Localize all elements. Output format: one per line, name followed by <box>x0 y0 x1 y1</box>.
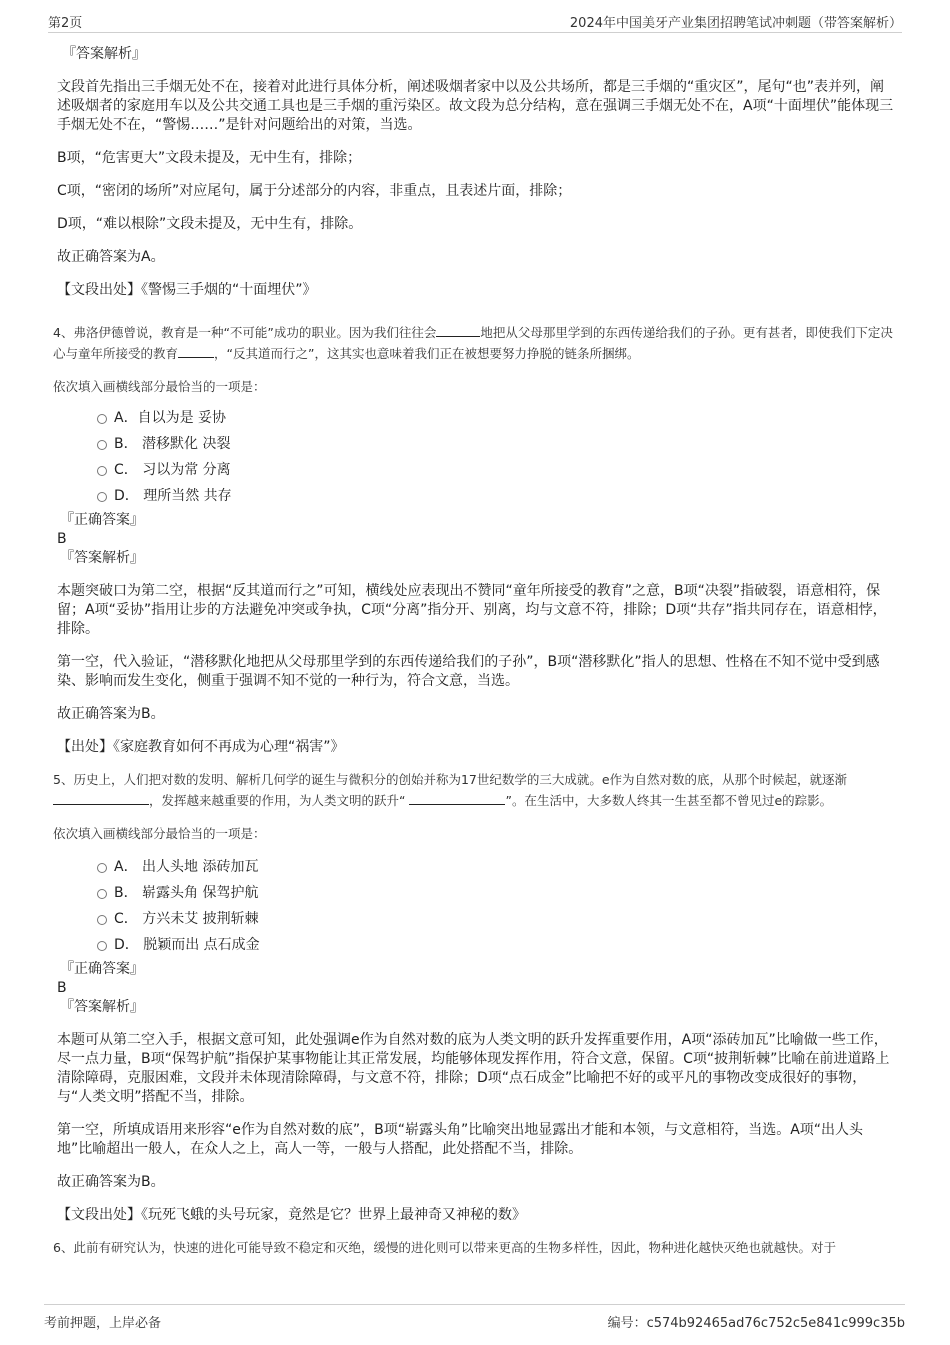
q4-option-b[interactable]: B． 潜移默化 决裂 <box>57 431 895 457</box>
q5-blank-2 <box>409 790 505 805</box>
q5-conclusion: 故正确答案为B。 <box>57 1174 165 1190</box>
q4-prompt: 依次填入画横线部分最恰当的一项是： <box>53 379 266 394</box>
q5-options <box>57 854 895 958</box>
q3-analysis-para: 文段首先指出三手烟无处不在，接着对此进行具体分析，阐述吸烟者家中以及公共场所，都是三手烟的“重灾区”，尾句“也”表并列，阐述吸烟者的家庭用车以及公共交通工具也是三手烟的重污染区。故文段为总分结构，意在强调三手烟无处不在，A项“十面埋伏”能体现三手烟无处不在，“警惕……”是针对问题给出的对策，当选。 <box>57 79 894 133</box>
document-title: 2024年中国美牙产业集团招聘笔试冲刺题（带答案解析） <box>569 16 902 31</box>
radio-icon[interactable] <box>97 863 107 873</box>
q6-stem: 6、此前有研究认为，快速的进化可能导致不稳定和灭绝，缓慢的进化则可以带来更高的生物多样性，因此，物种进化越快灭绝也就越快。对于 <box>53 1240 836 1255</box>
page-number: 第2页 <box>48 16 83 31</box>
q4-analysis-para-1: 本题突破口为第二空，根据“反其道而行之”可知，横线处应表现出不赞同“童年所接受的教育”之意，B项“决裂”指破裂，语意相符，保留；A项“妥协”指用让步的方法避免冲突或争执，C项“分离”指分开、别离，均与文意不符，排除；D项“共存”指共同存在，语意相悖，排除。 <box>57 583 887 637</box>
page-footer <box>44 1304 905 1329</box>
q5-option-a[interactable]: A． 出人头地 添砖加瓦 <box>57 854 895 880</box>
q4-option-d[interactable]: D． 理所当然 共存 <box>57 483 895 509</box>
q4-analysis-para-2: 第一空，代入验证，“潜移默化地把从父母那里学到的东西传递给我们的子孙”，B项“潜移默化”指人的思想、性格在不知不觉中受到感染、影响而发生变化，侧重于强调不知不觉的一种行为，符合文意，当选。 <box>57 654 880 689</box>
q4-blank-2 <box>178 343 214 358</box>
q5-answer-label: 『正确答案』 <box>60 961 144 977</box>
radio-icon[interactable] <box>97 889 107 899</box>
q5-source: 【文段出处】《玩死飞蛾的头号玩家，竟然是它？世界上最神奇又神秘的数》 <box>57 1207 526 1223</box>
q5-stem: 5、历史上，人们把对数的发明、解析几何学的诞生与微积分的创始并称为17世纪数学的三大成就。e作为自然对数的底，从那个时候起，就逐渐 ，发挥越来越重要的作用，为人类文明的跃升“ ”。在生活中，大多数人终其一生甚至都不曾见过e的踪影。 <box>53 772 848 808</box>
radio-icon[interactable] <box>97 492 107 502</box>
q5-option-b[interactable]: B． 崭露头角 保驾护航 <box>57 880 895 906</box>
radio-icon[interactable] <box>97 915 107 925</box>
q4-analysis-label: 『答案解析』 <box>60 550 144 566</box>
document-body <box>53 45 895 1258</box>
q5-prompt: 依次填入画横线部分最恰当的一项是： <box>53 826 266 841</box>
q3-option-b-analysis: B项，“危害更大”文段未提及，无中生有，排除； <box>57 150 362 166</box>
q4-stem: 4、弗洛伊德曾说，教育是一种“不可能”成功的职业。因为我们往往会 地把从父母那里学到的东西传递给我们的子孙。更有甚者，即使我们下定决心与童年所接受的教育 ，“反其道而行之”，这其实也意味着我们正在被想要努力挣脱的链条所捆绑。 <box>53 322 895 364</box>
q5-blank-1 <box>53 790 149 805</box>
q5-option-d[interactable]: D． 脱颖而出 点石成金 <box>57 932 895 958</box>
q3-analysis-label: 『答案解析』 <box>62 46 146 62</box>
radio-icon[interactable] <box>97 414 107 424</box>
q4-answer-label: 『正确答案』 <box>60 512 144 528</box>
radio-icon[interactable] <box>97 440 107 450</box>
q4-source: 【出处】《家庭教育如何不再成为心理“祸害”》 <box>57 739 345 755</box>
q3-option-d-analysis: D项，“难以根除”文段未提及，无中生有，排除。 <box>57 216 363 232</box>
q4-conclusion: 故正确答案为B。 <box>57 706 165 722</box>
q4-options <box>57 405 895 509</box>
q3-option-c-analysis: C项，“密闭的场所”对应尾句，属于分述部分的内容，非重点，且表述片面，排除； <box>57 183 572 199</box>
q5-option-c[interactable]: C． 方兴未艾 披荆斩棘 <box>57 906 895 932</box>
q5-analysis-label: 『答案解析』 <box>60 999 144 1015</box>
document-id: 编号：c574b92465ad76c752c5e841c999c35b <box>607 1316 905 1331</box>
q4-option-c[interactable]: C． 习以为常 分离 <box>57 457 895 483</box>
q4-blank-1 <box>436 322 480 337</box>
page-header <box>48 10 902 33</box>
q4-answer: B <box>57 531 67 547</box>
q4-option-a[interactable]: A．自以为是 妥协 <box>57 405 895 431</box>
q5-analysis-para-1: 本题可从第二空入手，根据文意可知，此处强调e作为自然对数的底为人类文明的跃升发挥重要作用，A项“添砖加瓦”比喻做一些工作，尽一点力量，B项“保驾护航”指保护某事物能让其正常发展，均能够体现发挥作用，符合文意，保留。C项“披荆斩棘”比喻在前进道路上清除障碍，克服困难，文段并未体现清除障碍，与文意不符，排除；D项“点石成金”比喻把不好的或平凡的事物改变成很好的事物，与“人类文明”搭配不当，排除。 <box>57 1032 890 1105</box>
q3-conclusion: 故正确答案为A。 <box>57 249 165 265</box>
footer-slogan: 考前押题，上岸必备 <box>44 1316 162 1331</box>
q3-source: 【文段出处】《警惕三手烟的“十面埋伏”》 <box>57 282 317 298</box>
q5-answer: B <box>57 980 67 996</box>
q5-analysis-para-2: 第一空，所填成语用来形容“e作为自然对数的底”，B项“崭露头角”比喻突出地显露出才能和本领，与文意相符，当选。A项“出人头地”比喻超出一般人，在众人之上，高人一等，一般与人搭配，此处搭配不当，排除。 <box>57 1122 864 1157</box>
radio-icon[interactable] <box>97 941 107 951</box>
radio-icon[interactable] <box>97 466 107 476</box>
